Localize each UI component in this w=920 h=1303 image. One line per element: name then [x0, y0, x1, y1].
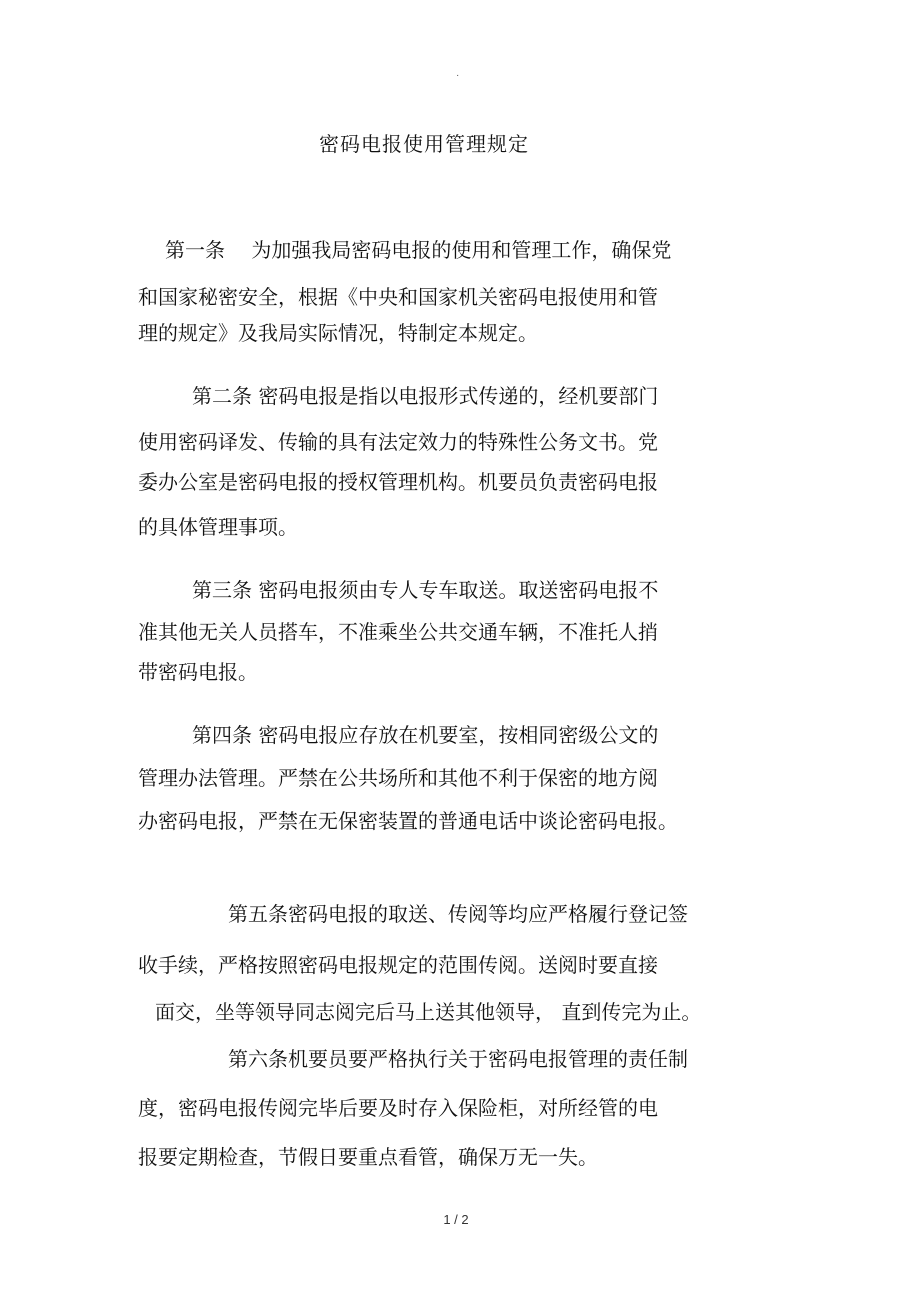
article-2-line-1: 第二条 密码电报是指以电报形式传递的，经机要部门: [192, 384, 659, 408]
article-4-line-2: 管理办法管理。严禁在公共场所和其他不利于保密的地方阅: [138, 766, 658, 790]
article-3-line-1: 第三条 密码电报须由专人专车取送。取送密码电报不: [192, 578, 659, 602]
article-5-line-3: 面交，坐等领导同志阅完后马上送其他领导， 直到传完为止。: [155, 1000, 702, 1024]
article-1-line-3: 理的规定》及我局实际情况，特制定本规定。: [138, 321, 538, 345]
article-6-line-3: 报要定期检查，节假日要重点看管，确保万无一失。: [138, 1145, 598, 1169]
article-5-line-1: 第五条密码电报的取送、传阅等均应严格履行登记签: [228, 902, 688, 926]
header-mark: ·: [456, 70, 460, 81]
article-2-line-2: 使用密码译发、传输的具有法定效力的特殊性公务文书。党: [138, 430, 658, 454]
article-2-line-4: 的具体管理事项。: [138, 515, 298, 539]
article-4-line-1: 第四条 密码电报应存放在机要室，按相同密级公文的: [192, 723, 659, 747]
article-2-line-3: 委办公室是密码电报的授权管理机构。机要员负责密码电报: [138, 470, 658, 494]
article-6-line-1: 第六条机要员要严格执行关于密码电报管理的责任制: [228, 1047, 688, 1071]
article-6-line-2: 度，密码电报传阅完毕后要及时存入保险柜，对所经管的电: [138, 1096, 658, 1120]
article-5-line-2: 收手续，严格按照密码电报规定的范围传阅。送阅时要直接: [138, 953, 658, 977]
page-indicator: 1 / 2: [443, 1212, 469, 1227]
article-1-line-2: 和国家秘密安全，根据《中央和国家机关密码电报使用和管: [138, 285, 658, 309]
article-4-line-3: 办密码电报，严禁在无保密装置的普通电话中谈论密码电报。: [138, 809, 678, 833]
article-3-line-2: 准其他无关人员搭车，不准乘坐公共交通车辆，不准托人捎: [138, 620, 658, 644]
document-title: 密码电报使用管理规定: [319, 132, 529, 156]
article-1-line-1: 第一条 为加强我局密码电报的使用和管理工作，确保党: [165, 238, 672, 262]
article-3-line-3: 带密码电报。: [138, 660, 258, 684]
